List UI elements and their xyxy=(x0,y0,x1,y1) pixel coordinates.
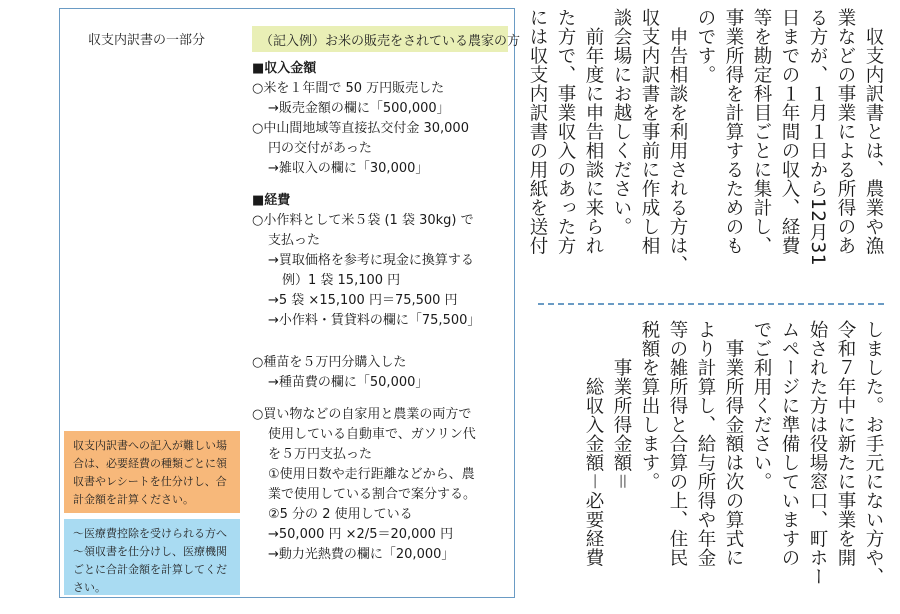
example-line: 業で使用している割合で案分する。 xyxy=(268,487,477,502)
section-heading-income: ■収入金額 xyxy=(252,61,317,76)
vertical-text-column: 始された方は役場窓口、町ホー xyxy=(807,320,828,586)
example-line: 円の交付があった xyxy=(268,141,372,156)
example-line: ○買い物などの自家用と農業の両方で xyxy=(252,407,472,422)
vertical-text-column: しました。お手元にない方や、 xyxy=(863,320,884,586)
example-panel xyxy=(59,8,521,598)
vertical-text-column: でご利用ください。 xyxy=(751,320,772,491)
example-line: →50,000 円 ×2/5＝20,000 円 xyxy=(268,527,454,542)
note-blue: ～医療費控除を受けられる方へ～領収書を仕分けし、医療機関ごとに合計金額を計算してください。 xyxy=(64,519,240,595)
example-line: ①使用日数や走行距離などから、農 xyxy=(268,467,475,482)
section-heading-expenses: ■経費 xyxy=(252,193,291,208)
example-line: を５万円支払った xyxy=(268,447,373,462)
example-line: ○小作料として米５袋 (1 袋 30kg) で xyxy=(252,213,474,228)
example-line: →買取価格を参考に現金に換算する xyxy=(268,253,474,268)
formula-line: 総収入金額－必要経費 xyxy=(583,320,604,568)
vertical-text-column: 談会場にお越しください。 xyxy=(611,8,632,236)
vertical-text-column: 令和７年中に新たに事業を開 xyxy=(835,320,856,567)
panel-title: 収支内訳書の一部分 xyxy=(88,33,206,48)
vertical-text-column: 等の雑所得と合算の上、住民 xyxy=(667,320,688,567)
vertical-text-column: た方で、事業収入のあった方 xyxy=(555,8,576,255)
formula-line: 事業所得金額＝ xyxy=(611,320,632,492)
example-body xyxy=(252,59,510,565)
vertical-text-column: 業などの事業による所得のあ xyxy=(835,8,856,255)
example-line: ○中山間地域等直接払交付金 30,000 xyxy=(252,121,469,136)
vertical-text-column: 等を勘定科目ごとに集計し、 xyxy=(751,8,772,255)
vertical-text-column: 事業所得を計算するためのも xyxy=(723,8,744,255)
example-line: ②5 分の 2 使用している xyxy=(268,507,413,522)
vertical-text-column: には収支内訳書の用紙を送付 xyxy=(527,8,548,255)
note-orange: 収支内訳書への記入が難しい場合は、必要経費の種類ごとに領収書やレシートを仕分けし、合計金額を計算ください。 xyxy=(64,431,240,513)
vertical-text-column: る方が、１月１日から12月31 xyxy=(807,8,828,267)
example-line: →種苗費の欄に「50,000」 xyxy=(268,375,429,390)
example-line: →販売金額の欄に「500,000」 xyxy=(268,101,450,116)
example-line: →5 袋 ×15,100 円＝75,500 円 xyxy=(268,293,458,308)
vertical-text-column: 事業所得金額は次の算式に xyxy=(723,320,744,567)
vertical-text-column: ムページに準備していますの xyxy=(779,320,800,567)
example-line: 支払った xyxy=(268,233,321,248)
vertical-text-column: 申告相談を利用される方は、 xyxy=(667,8,688,274)
example-line: →小作料・賃貸料の欄に「75,500」 xyxy=(268,313,481,328)
vertical-text-column: 収支内訳書を事前に作成し相 xyxy=(639,8,660,255)
example-line: 例）1 袋 15,100 円 xyxy=(282,273,401,288)
example-line: ○米を１年間で 50 万円販売した xyxy=(252,81,445,96)
example-label: （記入例）お米の販売をされている農家の方 xyxy=(252,26,508,52)
vertical-text-column: 前年度に申告相談に来られ xyxy=(583,8,604,255)
vertical-text-column: 日までの１年間の収入、経費 xyxy=(779,8,800,255)
example-line: 使用している自動車で、ガソリン代 xyxy=(268,427,476,442)
dashed-divider xyxy=(538,303,884,305)
example-line: →動力光熱費の欄に「20,000」 xyxy=(268,547,455,562)
vertical-text-column: より計算し、給与所得や年金 xyxy=(695,320,716,567)
example-line: →雑収入の欄に「30,000」 xyxy=(268,161,429,176)
vertical-text-column: のです。 xyxy=(695,8,716,84)
vertical-text-column: 税額を算出します。 xyxy=(639,320,660,491)
vertical-text-column: 収支内訳書とは、農業や漁 xyxy=(863,8,884,255)
example-line: ○種苗を５万円分購入した xyxy=(252,355,407,370)
